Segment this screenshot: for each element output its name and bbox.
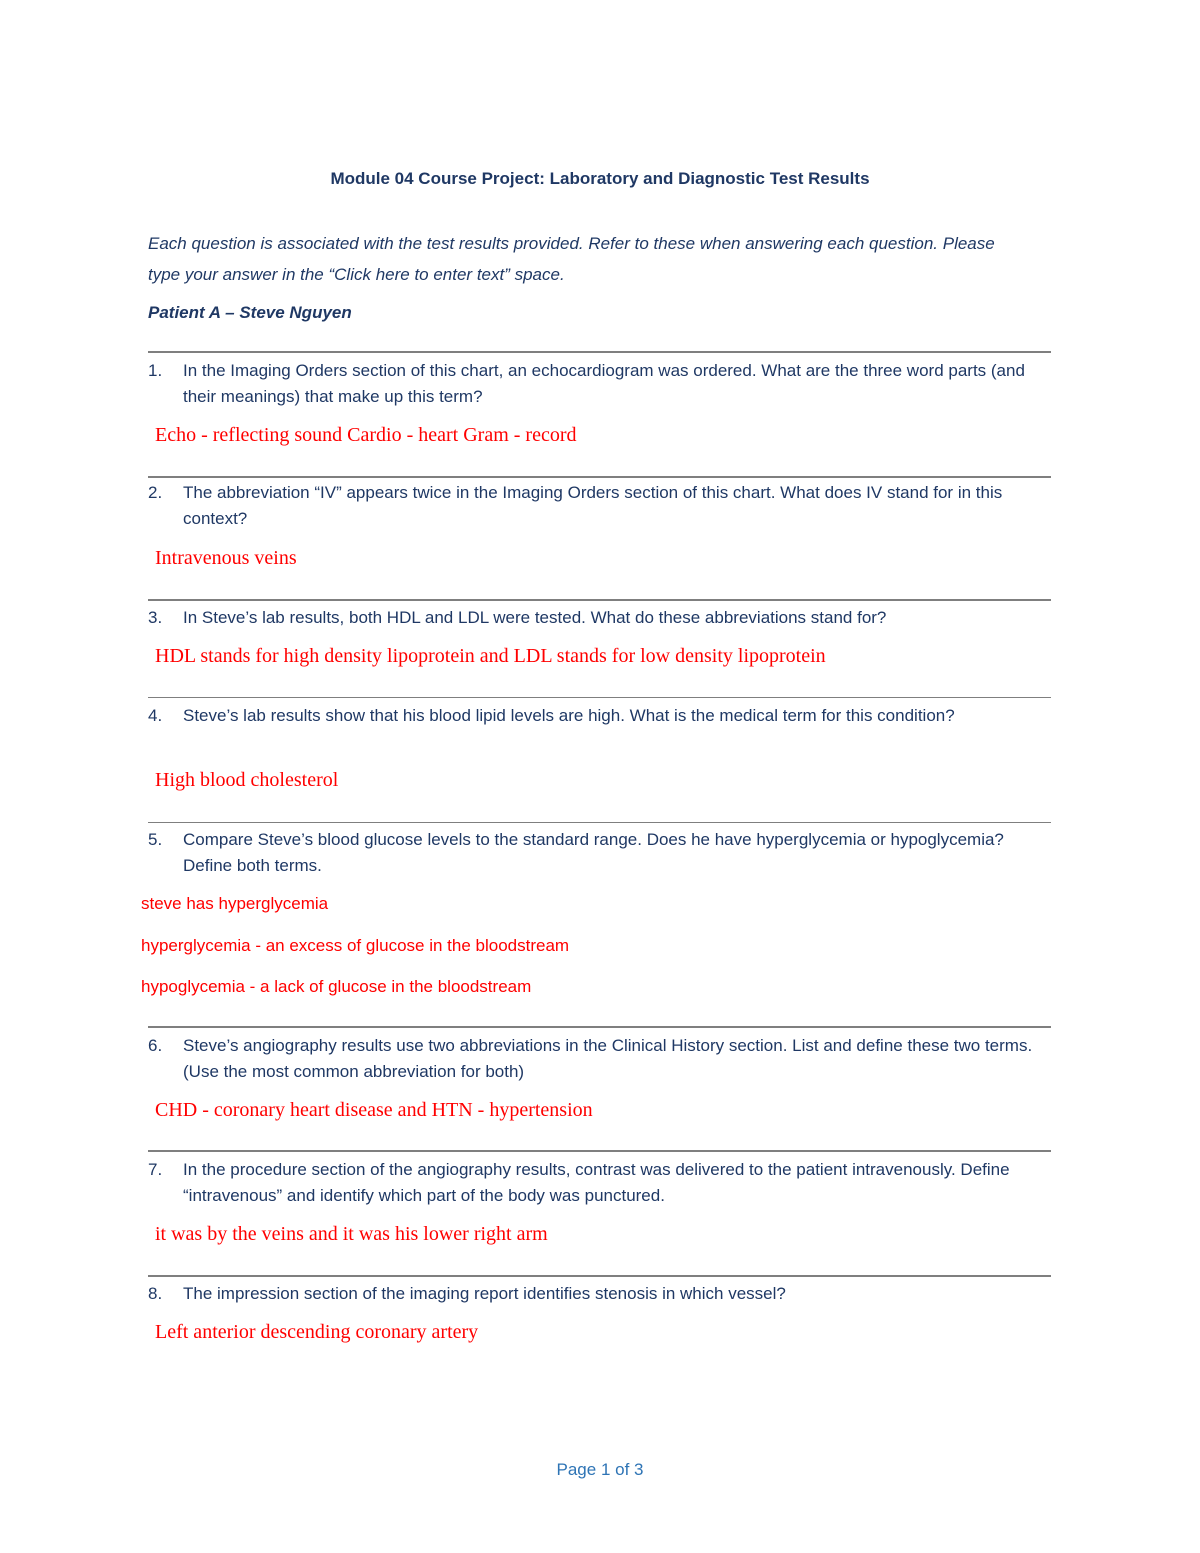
- question-text: In Steve’s lab results, both HDL and LDL were tested. What do these abbreviations stand for?: [183, 608, 887, 627]
- question-number: 3.: [148, 608, 163, 627]
- answer-5-line-3[interactable]: hypoglycemia - a lack of glucose in the bloodstream: [141, 977, 532, 996]
- question-number: 4.: [148, 706, 163, 725]
- divider: [148, 1275, 1051, 1277]
- divider: [148, 1150, 1051, 1152]
- answer-1-field[interactable]: Echo - reflecting sound Cardio - heart Gram - record: [155, 424, 577, 446]
- answer-7-field[interactable]: it was by the veins and it was his lower right arm: [155, 1223, 548, 1245]
- question-text: The impression section of the imaging report identifies stenosis in which vessel?: [183, 1284, 786, 1303]
- question-text: The abbreviation “IV” appears twice in the Imaging Orders section of this chart. What does IV stand for in this context?: [183, 483, 1003, 528]
- question-number: 8.: [148, 1284, 163, 1303]
- divider: [148, 351, 1051, 353]
- document-title: Module 04 Course Project: Laboratory and Diagnostic Test Results: [330, 169, 870, 188]
- divider: [148, 599, 1051, 601]
- question-6: [148, 1033, 1053, 1085]
- question-text: Compare Steve’s blood glucose levels to the standard range. Does he have hyperglycemia or hypoglycemia? Define both terms.: [183, 830, 1004, 875]
- question-number: 7.: [148, 1160, 163, 1179]
- question-8: [148, 1281, 1053, 1307]
- answer-6-field[interactable]: CHD - coronary heart disease and HTN - hypertension: [155, 1099, 593, 1121]
- question-2: [148, 480, 1053, 532]
- question-text: Steve’s lab results show that his blood lipid levels are high. What is the medical term for this condition?: [183, 706, 955, 725]
- question-1: [148, 358, 1053, 410]
- divider: [148, 822, 1051, 823]
- answer-3-field[interactable]: HDL stands for high density lipoprotein and LDL stands for low density lipoprotein: [155, 645, 826, 667]
- instructions-text: Each question is associated with the test results provided. Refer to these when answering each question. Please type your answer in the “Click here to enter text” space.: [148, 234, 995, 284]
- divider: [148, 476, 1051, 478]
- question-number: 1.: [148, 361, 163, 380]
- page-number: Page 1 of 3: [556, 1460, 644, 1479]
- answer-4-field[interactable]: High blood cholesterol: [155, 769, 339, 791]
- divider: [148, 1026, 1051, 1028]
- question-text: Steve’s angiography results use two abbreviations in the Clinical History section. List and define these two terms. (Use the most common abbreviation for both): [183, 1036, 1033, 1081]
- question-4: [148, 703, 1053, 729]
- question-7: [148, 1157, 1053, 1209]
- question-number: 2.: [148, 483, 163, 502]
- question-5: [148, 827, 1053, 879]
- answer-8-field[interactable]: Left anterior descending coronary artery: [155, 1321, 479, 1343]
- answer-5-line-1[interactable]: steve has hyperglycemia: [141, 894, 329, 913]
- question-number: 5.: [148, 830, 163, 849]
- question-text: In the Imaging Orders section of this chart, an echocardiogram was ordered. What are the three word parts (and their meanings) that make up this term?: [183, 361, 1025, 406]
- divider: [148, 697, 1051, 698]
- question-3: [148, 605, 1053, 631]
- answer-2-field[interactable]: Intravenous veins: [155, 547, 297, 569]
- answer-5-line-2[interactable]: hyperglycemia - an excess of glucose in the bloodstream: [141, 936, 570, 955]
- question-number: 6.: [148, 1036, 163, 1055]
- patient-heading: Patient A – Steve Nguyen: [148, 303, 352, 322]
- question-text: In the procedure section of the angiography results, contrast was delivered to the patient intravenously. Define “intravenous” and identify which part of the body was punctured.: [183, 1160, 1010, 1205]
